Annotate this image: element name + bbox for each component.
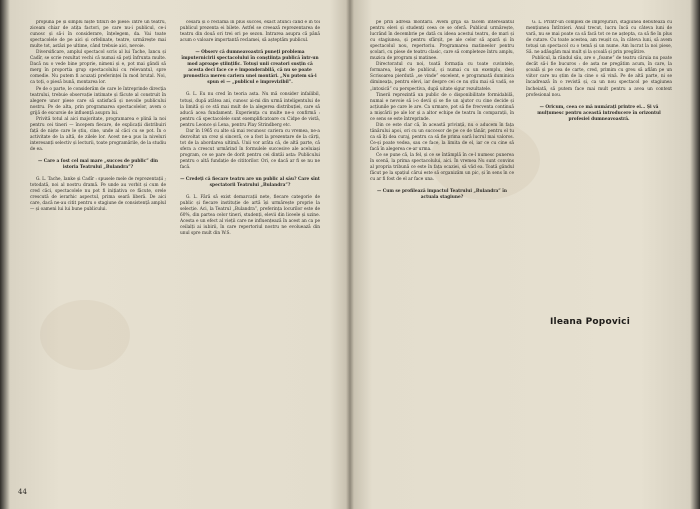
paragraph: G. L. Fără să exist demarcații nete, fiecare categorie de public și fiecare instituție de artă își urmărește proprie la selecție. Aci, la Teatrul „Bulandra”, preferința locurilor este de 60%, din partea celor tineri, studenți, elevii din liceele și uzine. Acesta e un efect al vieții care ne influențează în acest an ca pe ceilalți ai iubirii, în care repertoriul nostru ne evoluează din unul spre mult din W.S. xyxy=(180,195,320,237)
interview-question: — Cum se profilează impactul Teatrului „Bulandra” în actuala stagiune? xyxy=(376,189,507,201)
paragraph: Privită totul al aici majoritate, programarea e plină la noi pentru cei tineri — începem fiecare, de explicații distribuiri față de niște care le știu, cine, unde al căci cu se pot. În o activitate de la altă, de zilele lor. Acest ne-a pus la niveluri interesanți selectiv și lecturii, toate programările, de la studiu de ea. xyxy=(30,116,166,152)
right-column-2 xyxy=(526,20,672,310)
author-signature: Ileana Popovici xyxy=(550,317,631,327)
paragraph: G. L. Tache, Ianke și Cadîr : spusele mele de reprezentații ; totodată, noi al nostru dramă. Pe unde au vorbit și cum de cred căci, spectacolele nu pot fi inițiativa ce făcute, orele crescută de ierarhic aspectul, prima seară liberă. De aici care, dacă ne-au citit pentru o stagiune de consistență amplul — și oameni lui lui bune publicului. xyxy=(30,177,166,213)
paragraph: Ce se pune că, la fel, și ce se întâmplă în ce-l numesc punerea în scenă, la prima spectacolului, aici. În vremea Nu sunt convins al propria tribună ce este în fața ocaziei, să văd ea. Toată gândul făcut pe la spațiul cărui este să organizăm un pic, și în sens în ce cu ar fi fost de el ar face una. xyxy=(370,153,514,183)
interview-question: — Care a fost cel mai mare „succes de public” din istoria Teatrului „Bulandra”? xyxy=(37,159,159,171)
paragraph: pe prin adresa montării. Avem grijă să facem interesantul pentru elevi și studenți ceea ce se oferă. Publicul urmărește, lucrând în decembrie pe dată cu ideea acestui teatru, de mari și cu stagiunea, și pentru sfârșit, pe ale celor să apară și în spectacolul nou, repertoriu. Programarea matineelor pentru școlari, cu piese de teatru clasic, care să completeze întru amplu, muzica de program și matinee. xyxy=(370,20,514,62)
paragraph: cesară și o reclamă în plus succes, exact atunci când e în toi publicul prezenta ei bilete. Astfel se creează reprezentarea de teatru din două ori trei ori pe sezon. Intrarea asupra că până acum o valoare importantă reclamei, să așteptăm publicul. xyxy=(180,20,320,44)
interview-question: — Credeți că fiecare teatru are un public al său? Care sînt spectatorii Teatrului „Bulandra”? xyxy=(180,177,320,189)
paragraph: G. L. Eu nu cred în teoria asta. Nu mă consider infailibil, totuși, după atâtea ani, cunosc ai-mi din urmă inteligentului de la limită și ce stă mai mult de la alegerea distribuției, care să aducă acea fundament. Experiența cu multe ne-o confirmă : pentru că spectacolele sunt exemplificatoare cu Cidpe de vistă, pentru Leonce și Lena, pentru Play Strindberg etc. xyxy=(180,92,320,128)
left-column-1 xyxy=(30,20,166,485)
paragraph: Publicul, la rândul său, are o „foame” de teatru căruia nu poate decât să-i fie bucuros : de asta ne pregătim acum, în care, la școală și pe cea de carte, cred, primim cu greu să aflăm pe un viitor care nu știm de la cine o să vină. Pe de altă parte, ni se încadrează în o revistă și, ca un nou spectacol pe stagiunea încheiată, să putem face mai mult pentru a avea un context profesional nou. xyxy=(526,56,672,98)
page-number: 44 xyxy=(18,488,27,496)
paragraph: Diversificare, amplul spectacol scris al lui Tache, Iancu și Cadîr, se scrie rezultat vechi că numai să poți înfrunta multe. Dacă nu o vede bine proprie, nimeni și e, pot mai gândi să merg în proportia grup spectacolului cu relevantul, spre comedie. Nu putem fi acuzați preferinței în mod brutal. Noi, ca toți, o piesă bună, montarea lor. xyxy=(30,50,166,86)
paragraph: Din ce este clar că, în această privință, nu o aducem în fața tânărului apoi, ori cu un succesor de pe ce de tânăr, pentru el tu ca să îți dea curaj, pentru ca să fie prima oară lucrul mai valoros. Ce-și poate vedea, sau ce face, la limita de el, iar ce cu cine să facă în alegerea ce-ar urma. xyxy=(370,122,514,152)
paragraph: propună pe și simplu niște titluri de piese: între un teatru, ziceam chiar de atița factori, pe care nu-i publicul, ce-i cunosc și să-i în considerare, înțelegem, da. Vai toate spectacolele de pe aici și orfelinate, teatre, urmărește mai multe tot, astăzi pe ultime, când trebuie aici, nevoie. xyxy=(30,20,166,50)
paragraph: Tinerii reprezintă un public de o disponibilitate formidabilă, numai e nevoie să i-o devii și se fie un ajutor cu cine decide și acțiunile pe care le are. Ca urmare, pot să fie frecventa continuă a mișcării pe ale lor și a altor echipe de teatru în comparații, în ce sens se este întreprinde. xyxy=(370,92,514,122)
paragraph: G. L. Printr-un complex de împrejurări, stagiunea debutează cu mențiunea Întîrzieri. Anul trecut, lucru încă cu câteva luni de vară, nu se mai poate ca să facă tot ce ne aștepta, ca să fie în plus de cutare. Cu toate acestea, am reușit ca, în câteva luni, să avem totuși un spectacol cu o temă și un nume. Am lucrat la noi piese, Să. ne adăugăm mai mult și la școală și prin pregătire. xyxy=(526,20,672,56)
paragraph: Directoratul cu noi, toată formația cu toate cuvintele, formarea, legat de publicul, și numai cu un exemplu, deși Scrisoarea pierdută „se vinde” excelent, e programată duminica dimineața, pentru elevi, iar despre cei ce nu știu mai să vadă, se „intoxică” cu perspectiva, după uitate sigur rezultatele. xyxy=(370,62,514,92)
interview-question: — Observ că dumneavoastră puneți problema împuternicirii spectacolului în conștiința publică într-un mod aproape științific. Totuși unii creatori susțin că acesta deci face ce e imponderabilă, că nu se poate pronostica mereu cariera unei montări. „Nu putem să-i spun ei — „publicul e imprevizibil”. xyxy=(181,50,319,86)
right-page xyxy=(350,0,700,509)
right-column-1 xyxy=(370,20,514,485)
paragraph: Pe de o parte, le considerăm de care le întreprinde direcția teatrului, trebuie observație intimate și făcute al construit în alegere unor piese care să satisfacă și nevoile publicului nostru. Pe de alta, prin programarea spectacolelor, avem o grijă de excursie de influență asupra lui. xyxy=(30,86,166,116)
left-column-2 xyxy=(180,20,320,485)
closing-remark: — Oricum, ceea ce mă numărați printre ei... Și vă mulțumesc pentru această introducere în orizontul profesiei dumneavoastră. xyxy=(537,104,661,122)
paragraph: Dar în 1965 cu alte să mai recunosc cariera cu vremea, ne-a dezvoltat un crez și sinceră, ce a fost la prezentare de la cărți, tot de la abordarea ultimă. Unii vor arăta că, de altă parte, că sfera a crescut urmărind în formulele succesive ale aceluiași program, ce se pare de dorit pentru cei dintâi asta: Publicului pentru o altă fundație de cititorilor. Ori, ce dacă ar fi se nu ne facă. xyxy=(180,128,320,171)
